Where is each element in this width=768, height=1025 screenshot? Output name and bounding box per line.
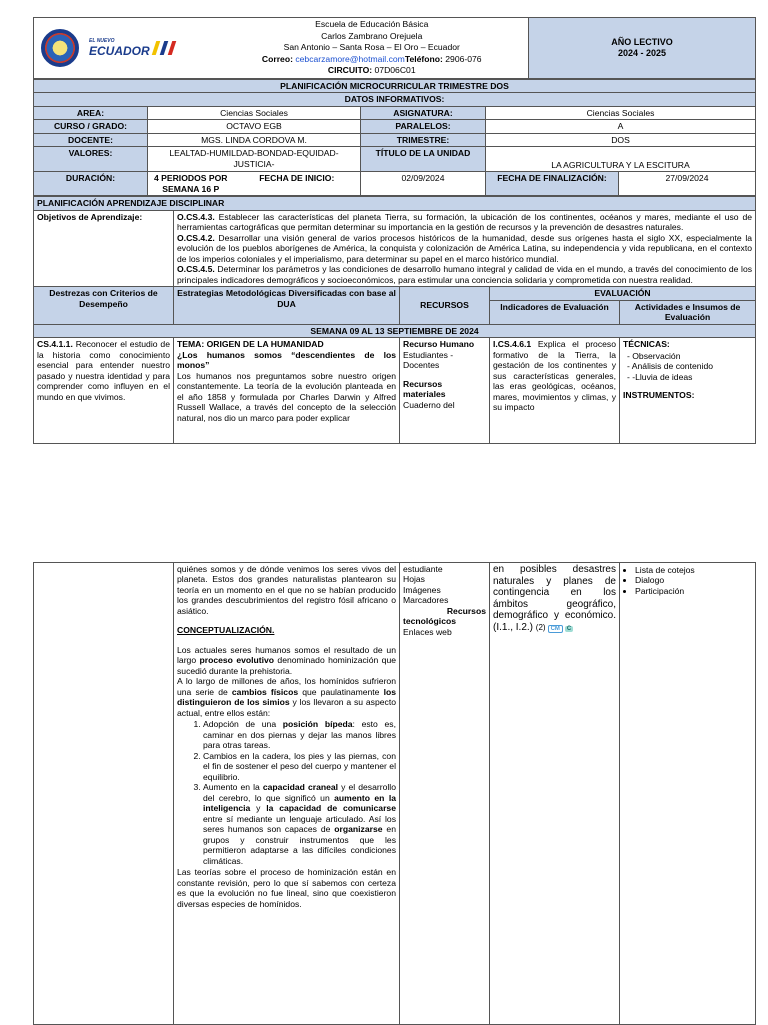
plan-title: PLANIFICACIÓN APRENDIZAJE DISCIPLINAR	[34, 197, 756, 210]
col-recursos: RECURSOS	[400, 287, 490, 324]
header-table	[33, 17, 756, 79]
duracion-value: 4 PERIODOS POR SEMANA 16 P	[148, 172, 234, 196]
school-info: Escuela de Educación Básica Carlos Zambrano Orejuela San Antonio – Santa Rosa – El Oro – Ecuador Correo: cebcarzamore@hotmail.comTeléfono: 2906-076 CIRCUITO: 07D06C01	[216, 18, 529, 79]
page-two	[33, 562, 755, 1025]
estrategia-cell: TEMA: ORIGEN DE LA HUMANIDAD ¿Los humanos somos “descendientes de los monos” Los humanos nos preguntamos sobre nuestro origen constantemente. La teoría de la evolución planteada en el año 1858 y formulada por Charles Darwin y Alfred Russell Wallace, a través del concepto de la selección natural, nos dio un marco para poder explicar	[174, 338, 400, 444]
valores-value: LEALTAD-HUMILDAD-BONDAD-EQUIDAD-JUSTICIA-	[148, 147, 361, 172]
objetivos-text: O.CS.4.3. Establecer las características del planeta Tierra, su formación, la ubicación de los continentes, océanos y mares, mediante el uso de herramientas cartográficas que permitan determinar su importancia en la gestión de recursos y la prevención de desastres naturales. O.CS.4.2. Desarrollar una visión general de varios procesos históricos de la humanidad, desde sus orígenes hasta el siglo XX, especialmente la evolución de los pueblos aborígenes de América, la conquista y colonización de América Latina, su independencia y vida republicana, en el contexto de los imperios coloniales y el imperialismo, para determinar su papel en el marco histórico mundial. O.CS.4.5. Determinar los parámetros y las condiciones de desarrollo humano integral y calidad de vida en el mundo, a través del conocimiento de los principales indicadores demográficos y socioeconómicos, para estimular una conciencia solidaria y comprometida con nuestra realidad.	[174, 210, 756, 286]
main-title: PLANIFICACIÓN MICROCURRICULAR TRIMESTRE DOS	[34, 79, 756, 92]
list-item: 2. Cambios en la cadera, los pies y las piernas, con el fin de sostener el peso del cuerpo y mantener el equilibrio.	[203, 751, 396, 782]
destreza-cell: CS.4.1.1. Reconocer el estudio de la historia como conocimiento esencial para entender nuestro pasado y nuestra identidad y para comprender como influyen en el mundo en que vivimos.	[34, 338, 174, 444]
plan-table	[33, 196, 756, 444]
flag-stripe-icon	[151, 41, 160, 55]
col-estrategias: Estrategias Metodológicas Diversificadas con base al DUA	[174, 287, 400, 324]
asignatura-value: Ciencias Sociales	[486, 106, 756, 119]
list-item: 1. Adopción de una posición bípeda: esto es, caminar en dos piernas y dejar las manos libres para otras tareas.	[203, 719, 396, 750]
objetivos-label: Objetivos de Aprendizaje:	[34, 210, 174, 286]
week-title: SEMANA 09 AL 13 SEPTIEMBRE DE 2024	[34, 324, 756, 337]
estrategia-cell-cont: quiénes somos y de dónde venimos los seres vivos del planeta. Estos dos grandes naturalistas plantearon su teoría en un momento en el que no se habían producido los grandes descubrimientos del registro fósil africano o asiático. CONCEPTUALIZACIÓN. Los actuales seres humanos somos el resultado de un largo proceso evolutivo denominado hominización que sucedió durante la prehistoria. A lo largo de millones de años, los homínidos sufrieron una serie de cambios físicos que paulatinamente los distinguieron de los simios y los llevaron a su aspecto actual, entre ellos están: 1. Adopción de una posición bípeda: esto es, caminar en dos piernas y dejar las manos libres para otras tareas. 2. Cambios en la cadera, los pies y las piernas, con el fin de sostener el peso del cuerpo y mantener el equilibrio. 3. Aumento en la capacidad craneal y el desarrollo del cerebro, lo que significó un aumento en la inteligencia y la capacidad de comunicarse entre sí mediante un lenguaje articulado. Así los seres humanos son capaces de organizarse en grupos y construir instrumentos que les permitieron adaptarse a las difíciles condiciones climáticas. Las teorías sobre el proceso de hominización están en constante revisión, pero lo que sí sabemos con certeza es que la evolución no fue lineal, sino que coexistieron diversas especies de homínidos.	[174, 563, 400, 1025]
c-badge-icon: C	[566, 625, 572, 632]
trimestre-value: DOS	[486, 133, 756, 146]
indicador-cell-cont: en posibles desastres naturales y planes de contingencia en los ámbitos geográfico, demográfico y económico. (I.1., I.2.) (2) CM C	[490, 563, 620, 1025]
school-year: AÑO LECTIVO 2024 - 2025	[529, 18, 756, 79]
inicio-value: 02/09/2024	[361, 172, 486, 196]
actividades-cell: TÉCNICAS: - Observación - Análisis de contenido - -Lluvia de ideas INSTRUMENTOS:	[620, 338, 756, 444]
plan-table-continued	[33, 562, 756, 1025]
paralelo-value: A	[486, 120, 756, 133]
destreza-cell-cont	[34, 563, 174, 1025]
cm-badge-icon: CM	[548, 625, 563, 634]
info-title: DATOS INFORMATIVOS:	[34, 93, 756, 106]
recursos-cell-cont: estudiante Hojas Imágenes Marcadores Recursos tecnológicos Enlaces web	[400, 563, 490, 1025]
fin-value: 27/09/2024	[619, 172, 756, 196]
inicio-label: FECHA DE INICIO:	[234, 172, 361, 196]
page-one	[33, 17, 755, 444]
docente-value: MGS. LINDA CORDOVA M.	[148, 133, 361, 146]
col-evaluacion: EVALUACIÓN	[490, 287, 756, 300]
col-actividades: Actividades e Insumos de Evaluación	[620, 300, 756, 324]
info-table: PLANIFICACIÓN MICROCURRICULAR TRIMESTRE DOS DATOS INFORMATIVOS: AREA: Ciencias Sociales ASIGNATURA: Ciencias Sociales CURSO / GRADO: OCTAVO EGB PARALELOS: A DOCENTE: MGS. LINDA CORDOVA M. TRIMESTRE: DOS VALORES: LEALTAD-HUMILDAD-BONDAD-EQUIDAD-JUSTICIA- TÍTULO DE LA UNIDAD LA AGRICULTURA Y LA ESCITURA DURACIÓN: 4 PERIODOS POR SEMANA 16 P FECHA DE INICIO: 02/09/2024 FECHA DE FINALIZACIÓN: 27/09/2024	[33, 79, 756, 196]
col-indicadores: Indicadores de Evaluación	[490, 300, 620, 324]
curso-value: OCTAVO EGB	[148, 120, 361, 133]
email-link[interactable]: cebcarzamore@hotmail.com	[295, 53, 405, 64]
area-value: Ciencias Sociales	[148, 106, 361, 119]
col-destrezas: Destrezas con Criterios de Desempeño	[34, 287, 174, 324]
recursos-cell: Recurso Humano Estudiantes - Docentes Recursos materiales Cuaderno del	[400, 338, 490, 444]
flag-stripe-icon	[159, 41, 168, 55]
unidad-value: LA AGRICULTURA Y LA ESCITURA	[486, 147, 756, 172]
ecuador-logo: EL NUEVO ECUADOR	[89, 38, 174, 59]
school-seal-icon	[41, 29, 79, 67]
list-item: 3. Aumento en la capacidad craneal y el desarrollo del cerebro, lo que significó un aumento en la inteligencia y la capacidad de comunicarse entre sí mediante un lenguaje articulado. Así los seres humanos son capaces de organizarse en grupos y construir instrumentos que les permitieron adaptarse a las difíciles condiciones climáticas.	[203, 782, 396, 866]
indicador-cell: I.CS.4.6.1 Explica el proceso formativo de la Tierra, la gestación de los continentes y sus características generales, las eras geológicas, océanos, mares, movimientos y climas, y su impacto	[490, 338, 620, 444]
flag-stripe-icon	[167, 41, 176, 55]
actividades-cell-cont: • Lista de cotejos • Dialogo • Participación	[620, 563, 756, 1025]
logo-cell	[34, 18, 216, 79]
